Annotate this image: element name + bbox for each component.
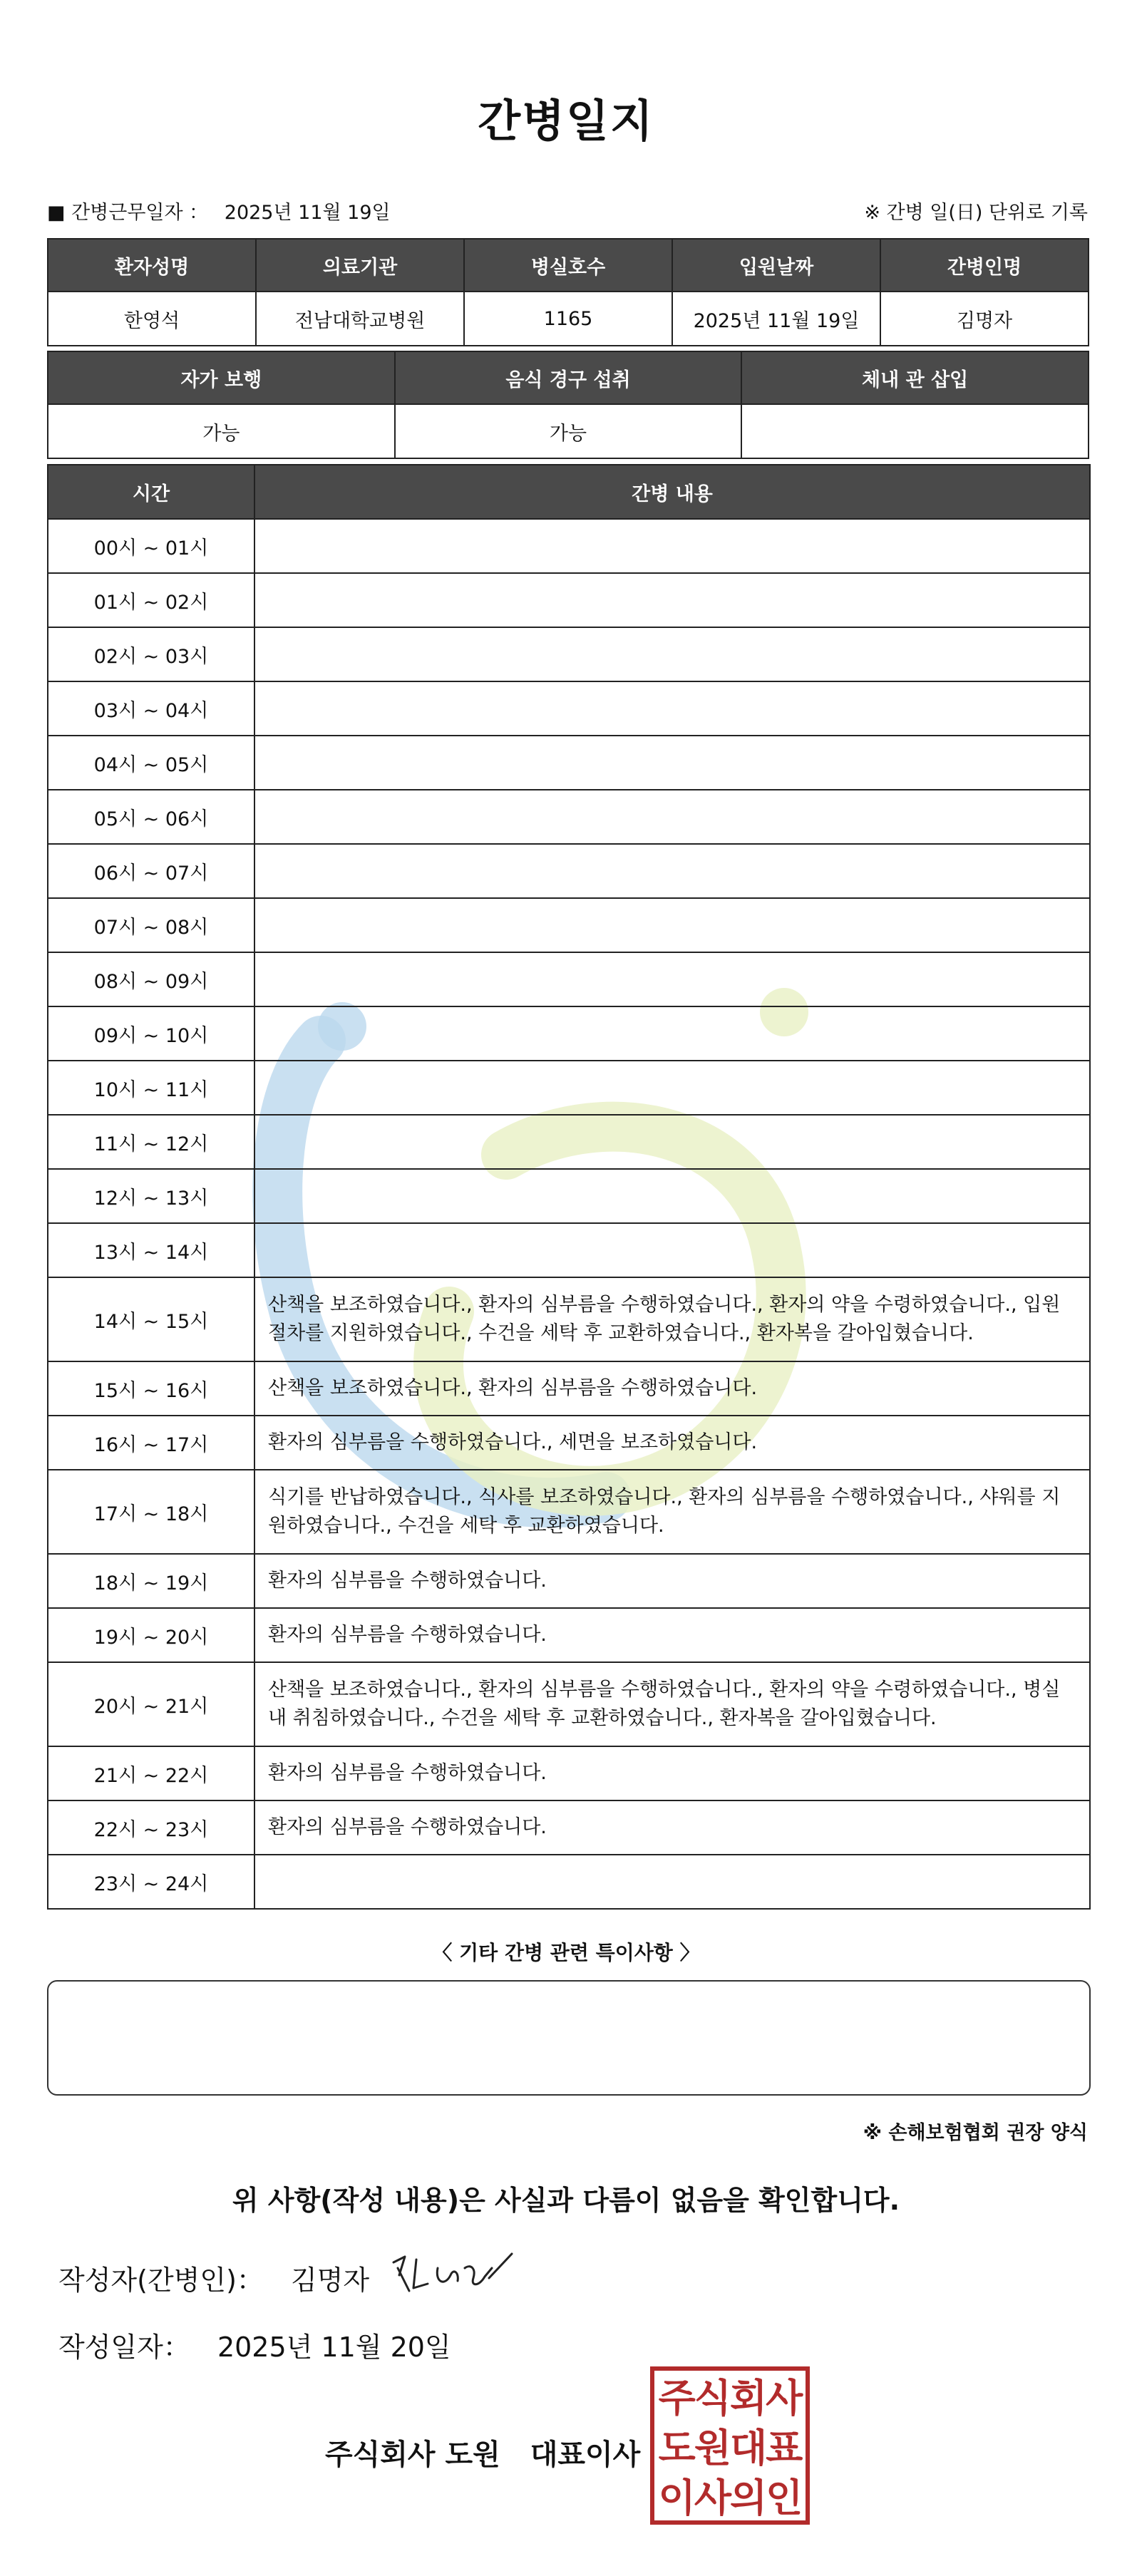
care-log-time: 21시 ~ 22시 bbox=[48, 1746, 254, 1800]
header-admission-date: 입원날짜 bbox=[672, 239, 880, 292]
care-log-time: 06시 ~ 07시 bbox=[48, 844, 254, 898]
care-log-time: 07시 ~ 08시 bbox=[48, 898, 254, 952]
signature bbox=[385, 2247, 520, 2304]
care-log-content: 환자의 심부름을 수행하였습니다. bbox=[254, 1746, 1090, 1800]
header-hospital: 의료기관 bbox=[256, 239, 464, 292]
seal-line: 도원대표 bbox=[658, 2425, 802, 2471]
company-ceo-title: 대표이사 bbox=[530, 2438, 641, 2471]
care-log-time: 00시 ~ 01시 bbox=[48, 519, 254, 573]
care-log-time: 17시 ~ 18시 bbox=[48, 1470, 254, 1554]
notes-title: 〈 기타 간병 관련 특이사항 〉 bbox=[432, 1941, 700, 1964]
patient-status-header-row bbox=[48, 351, 1089, 404]
care-log-row bbox=[48, 1608, 1090, 1662]
header-caregiver-name: 간병인명 bbox=[880, 239, 1089, 292]
company-seal bbox=[650, 2366, 810, 2525]
care-log-content bbox=[254, 573, 1090, 627]
care-log-content bbox=[254, 1061, 1090, 1115]
confirmation-statement: 위 사항(작성 내용)은 사실과 다름이 없음을 확인합니다. bbox=[232, 2185, 900, 2216]
care-log-time: 15시 ~ 16시 bbox=[48, 1361, 254, 1416]
care-log-time: 23시 ~ 24시 bbox=[48, 1855, 254, 1909]
care-log-row bbox=[48, 1662, 1090, 1746]
care-log-time: 12시 ~ 13시 bbox=[48, 1169, 254, 1223]
care-log-content bbox=[254, 790, 1090, 844]
care-log-content: 식기를 반납하였습니다., 식사를 보조하였습니다., 환자의 심부름을 수행하였습니다., 샤워를 지원하였습니다., 수건을 세탁 후 교환하였습니다. bbox=[254, 1470, 1090, 1554]
header-self-walking: 자가 보행 bbox=[48, 351, 395, 404]
header-patient-name: 환자성명 bbox=[48, 239, 256, 292]
writer-line bbox=[58, 2258, 369, 2297]
care-log-row bbox=[48, 1416, 1090, 1470]
header-tube-insertion: 체내 관 삽입 bbox=[741, 351, 1089, 404]
seal-line: 이사의인 bbox=[658, 2475, 802, 2520]
care-log-time: 10시 ~ 11시 bbox=[48, 1061, 254, 1115]
written-date-label: 작성일자： bbox=[58, 2332, 190, 2363]
care-log-content bbox=[254, 1169, 1090, 1223]
care-log-row bbox=[48, 1800, 1090, 1855]
care-log-time: 20시 ~ 21시 bbox=[48, 1662, 254, 1746]
care-log-time: 09시 ~ 10시 bbox=[48, 1006, 254, 1061]
care-log-content bbox=[254, 1115, 1090, 1169]
oral-intake: 가능 bbox=[395, 404, 742, 458]
care-log-row bbox=[48, 1361, 1090, 1416]
care-log-time: 13시 ~ 14시 bbox=[48, 1223, 254, 1277]
care-log-row bbox=[48, 1223, 1090, 1277]
caregiver-name: 김명자 bbox=[880, 292, 1089, 346]
writer-label: 작성자(간병인)： bbox=[58, 2265, 264, 2296]
patient-status-value-row bbox=[48, 404, 1089, 458]
care-log-row bbox=[48, 1470, 1090, 1554]
care-log-row bbox=[48, 1061, 1090, 1115]
care-log-row bbox=[48, 1006, 1090, 1061]
care-log-content: 환자의 심부름을 수행하였습니다. bbox=[254, 1800, 1090, 1855]
care-log-content bbox=[254, 519, 1090, 573]
patient-info-value-row bbox=[48, 292, 1089, 346]
care-log-content: 산책을 보조하였습니다., 환자의 심부름을 수행하였습니다., 환자의 약을 수령하였습니다., 병실 내 취침하였습니다., 수건을 세탁 후 교환하였습니다., 환자복을 갈아입혔습니다. bbox=[254, 1662, 1090, 1746]
care-log-time: 22시 ~ 23시 bbox=[48, 1800, 254, 1855]
company-line bbox=[325, 2432, 640, 2473]
patient-info-table bbox=[47, 238, 1089, 346]
care-log-time: 19시 ~ 20시 bbox=[48, 1608, 254, 1662]
meta-row bbox=[47, 197, 1088, 225]
care-log-time: 11시 ~ 12시 bbox=[48, 1115, 254, 1169]
care-log-time: 04시 ~ 05시 bbox=[48, 736, 254, 790]
care-log-row bbox=[48, 1169, 1090, 1223]
care-log-row bbox=[48, 1746, 1090, 1800]
care-log-row bbox=[48, 573, 1090, 627]
care-log-time: 01시 ~ 02시 bbox=[48, 573, 254, 627]
header-room-number: 병실호수 bbox=[464, 239, 672, 292]
care-log-body bbox=[48, 519, 1090, 1909]
care-log-content: 환자의 심부름을 수행하였습니다. bbox=[254, 1608, 1090, 1662]
care-log-row bbox=[48, 736, 1090, 790]
care-log-row bbox=[48, 1855, 1090, 1909]
care-log-content bbox=[254, 898, 1090, 952]
care-log-row bbox=[48, 1277, 1090, 1361]
admission-date: 2025년 11월 19일 bbox=[672, 292, 880, 346]
patient-info-header-row bbox=[48, 239, 1089, 292]
care-log-row bbox=[48, 898, 1090, 952]
written-date-line bbox=[58, 2325, 451, 2364]
header-oral-intake: 음식 경구 섭취 bbox=[395, 351, 742, 404]
page-title: 간병일지 bbox=[478, 95, 654, 147]
care-log-content: 환자의 심부름을 수행하였습니다. bbox=[254, 1554, 1090, 1608]
writer-name: 김명자 bbox=[291, 2265, 370, 2296]
notes-box bbox=[47, 1980, 1091, 2096]
care-log-time: 14시 ~ 15시 bbox=[48, 1277, 254, 1361]
care-log-row bbox=[48, 790, 1090, 844]
tube-insertion bbox=[741, 404, 1089, 458]
room-number: 1165 bbox=[464, 292, 672, 346]
care-log-time: 05시 ~ 06시 bbox=[48, 790, 254, 844]
care-log-time: 02시 ~ 03시 bbox=[48, 627, 254, 681]
header-care-content: 간병 내용 bbox=[254, 465, 1090, 519]
written-date-value: 2025년 11월 20일 bbox=[217, 2332, 451, 2363]
care-log-content bbox=[254, 681, 1090, 736]
patient-status-table bbox=[47, 351, 1089, 459]
care-log-row bbox=[48, 952, 1090, 1006]
recommended-form-note: ※ 손해보험협회 권장 양식 bbox=[863, 2122, 1088, 2144]
care-log-header-row bbox=[48, 465, 1090, 519]
notes-content bbox=[48, 1982, 1089, 2004]
care-log-row bbox=[48, 1554, 1090, 1608]
care-log-time: 16시 ~ 17시 bbox=[48, 1416, 254, 1470]
seal-line: 주식회사 bbox=[658, 2375, 802, 2421]
self-walking: 가능 bbox=[48, 404, 395, 458]
hospital: 전남대학교병원 bbox=[256, 292, 464, 346]
care-log-row bbox=[48, 844, 1090, 898]
work-date-label: ■ 간병근무일자 ： bbox=[47, 202, 209, 224]
care-log-content bbox=[254, 1006, 1090, 1061]
patient-name: 한영석 bbox=[48, 292, 256, 346]
care-log-row bbox=[48, 1115, 1090, 1169]
company-name: 주식회사 도원 bbox=[325, 2438, 500, 2471]
care-log-content: 환자의 심부름을 수행하였습니다., 세면을 보조하였습니다. bbox=[254, 1416, 1090, 1470]
care-log-content bbox=[254, 736, 1090, 790]
header-time: 시간 bbox=[48, 465, 254, 519]
care-log-content: 산책을 보조하였습니다., 환자의 심부름을 수행하였습니다. bbox=[254, 1361, 1090, 1416]
care-log-row bbox=[48, 519, 1090, 573]
care-log-row bbox=[48, 681, 1090, 736]
care-log-content: 산책을 보조하였습니다., 환자의 심부름을 수행하였습니다., 환자의 약을 수령하였습니다., 입원 절차를 지원하였습니다., 수건을 세탁 후 교환하였습니다., 환자복을 갈아입혔습니다. bbox=[254, 1277, 1090, 1361]
care-log-row bbox=[48, 627, 1090, 681]
care-log-content bbox=[254, 844, 1090, 898]
work-date bbox=[47, 197, 391, 225]
care-log-time: 18시 ~ 19시 bbox=[48, 1554, 254, 1608]
care-log-time: 08시 ~ 09시 bbox=[48, 952, 254, 1006]
work-date-value: 2025년 11월 19일 bbox=[224, 202, 391, 224]
care-log-content bbox=[254, 1855, 1090, 1909]
record-unit-note: ※ 간병 일(日) 단위로 기록 bbox=[864, 202, 1088, 224]
care-log-content bbox=[254, 952, 1090, 1006]
care-log-content bbox=[254, 627, 1090, 681]
care-log-table bbox=[47, 464, 1091, 1910]
care-log-content bbox=[254, 1223, 1090, 1277]
care-log-time: 03시 ~ 04시 bbox=[48, 681, 254, 736]
